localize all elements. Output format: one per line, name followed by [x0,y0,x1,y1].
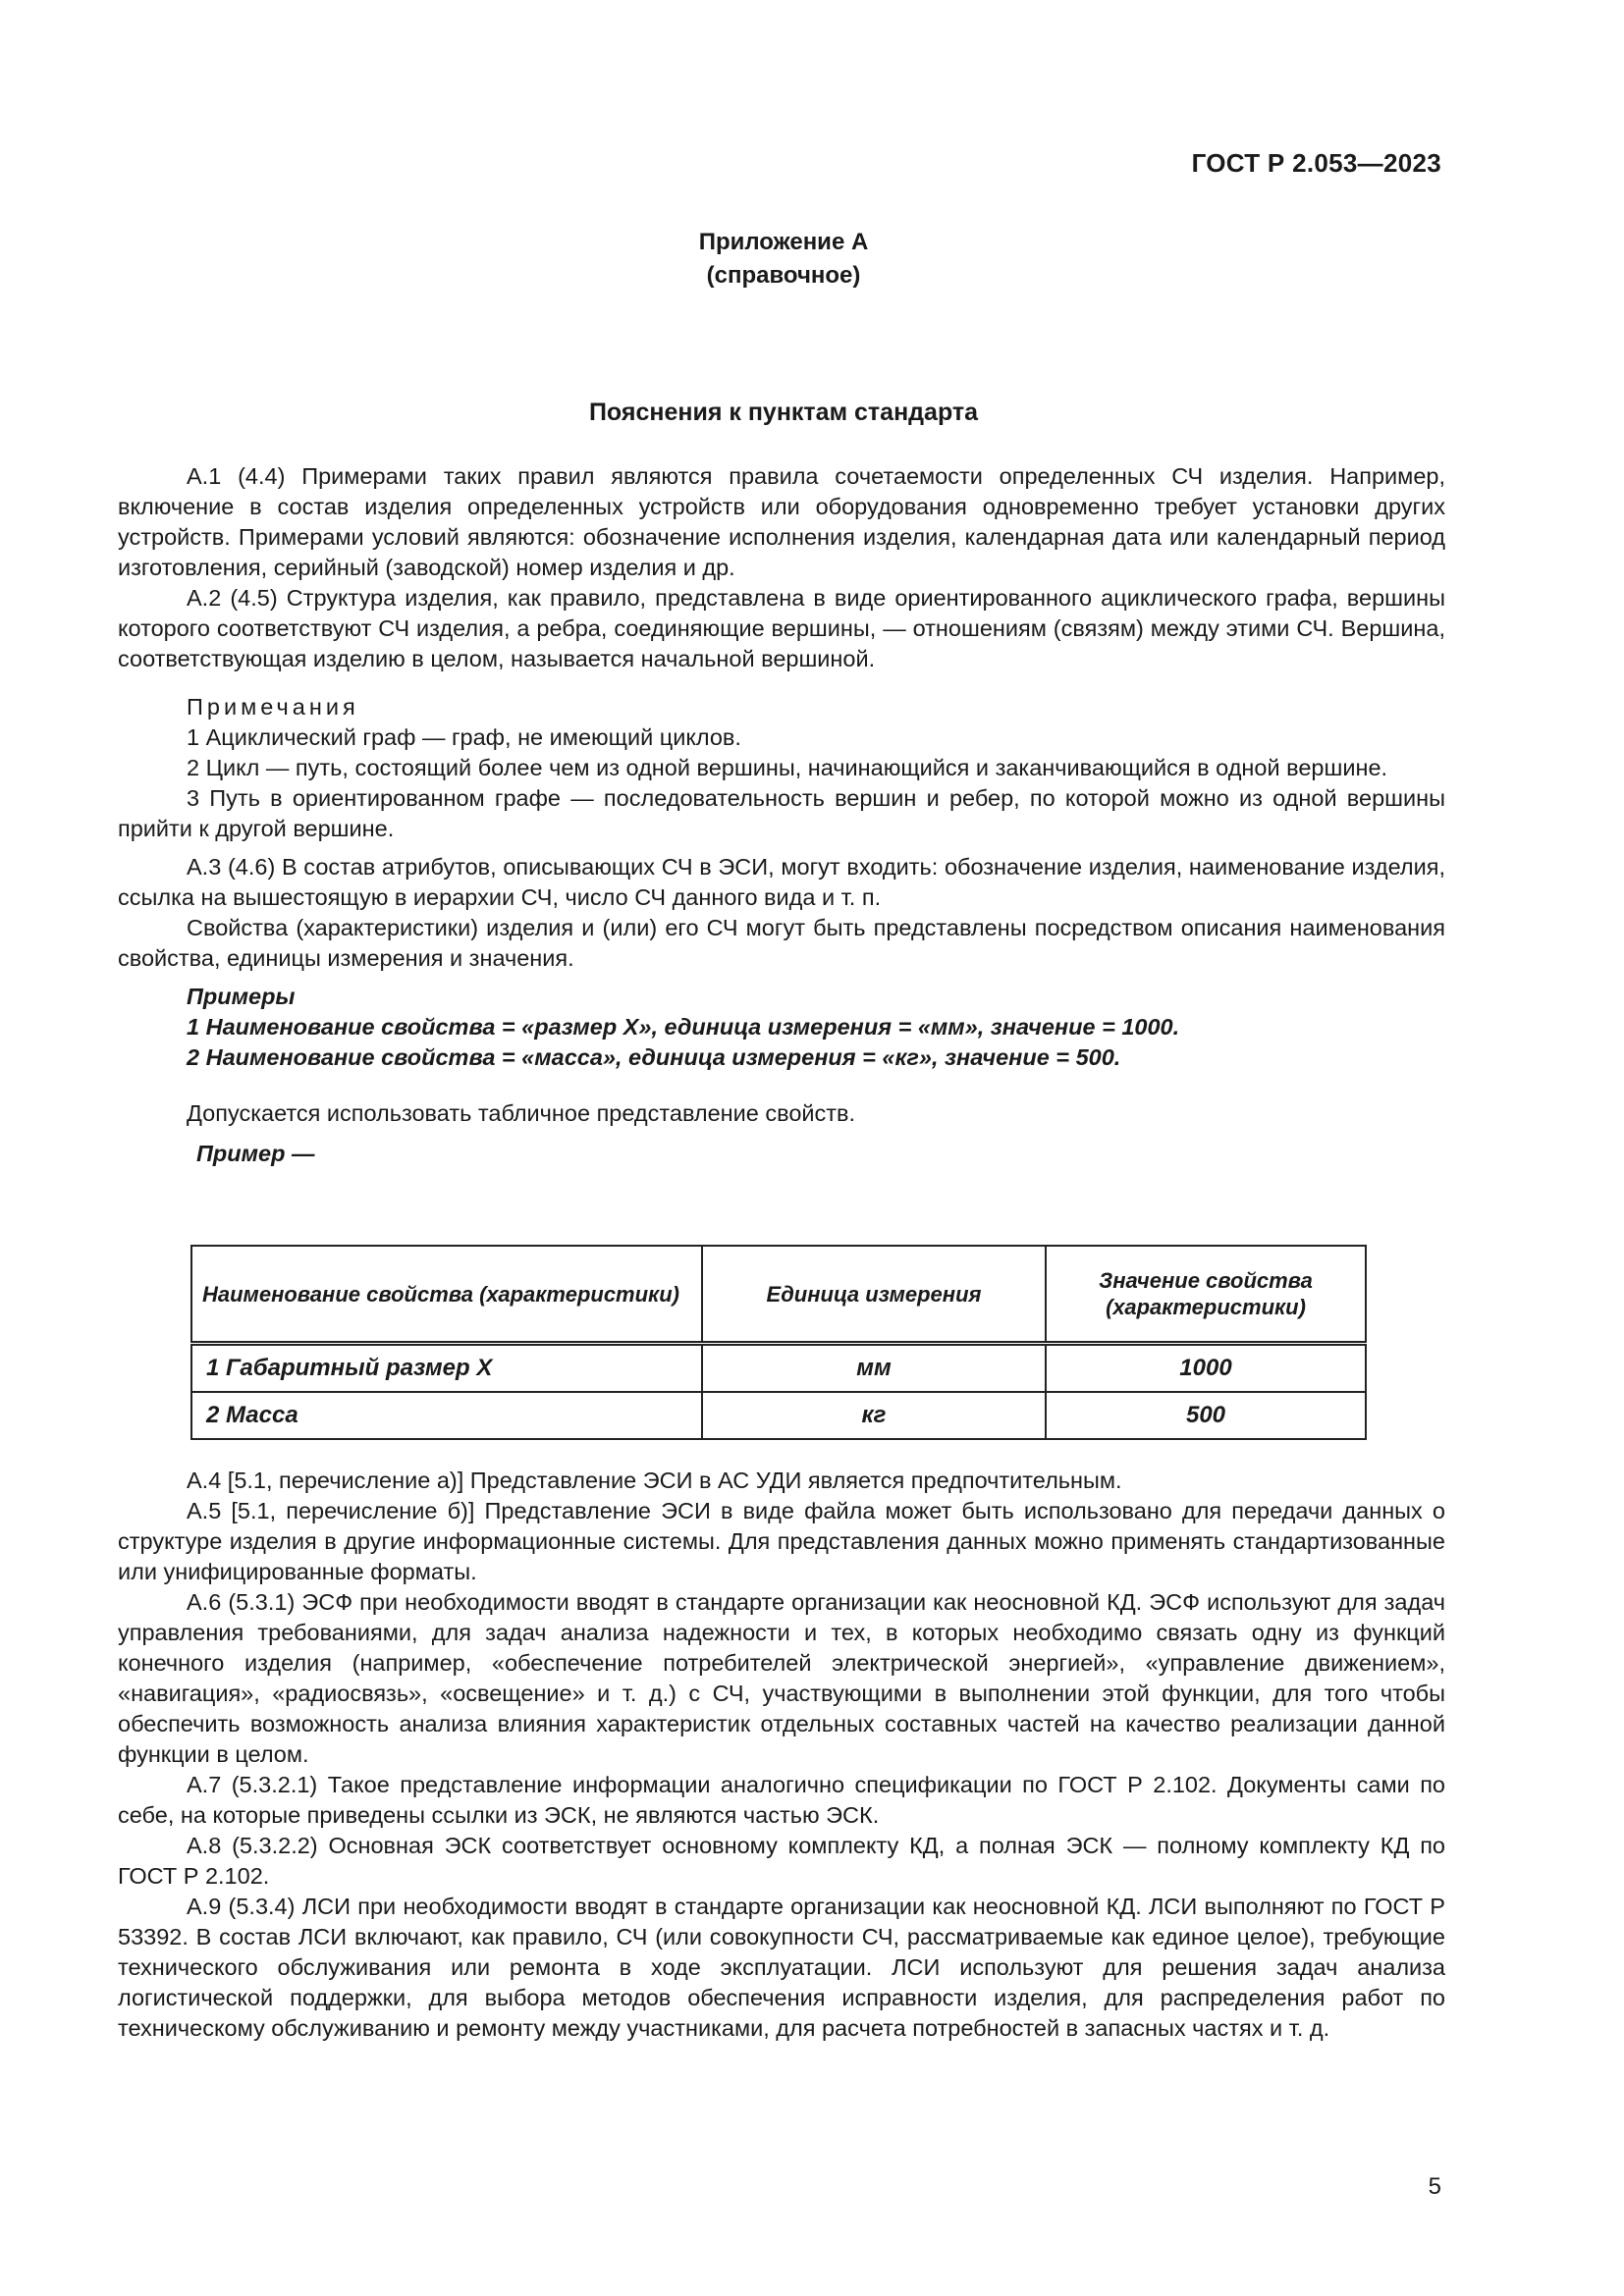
note-item: 2 Цикл — путь, состоящий более чем из одной вершины, начинающийся и заканчивающийся в одной вершине. [187,755,1388,780]
properties-table [190,1245,1367,1440]
body-lower [118,1466,1445,2044]
header-unit: Единица измерения [702,1246,1046,1344]
paragraph-a3: А.3 (4.6) В состав атрибутов, описывающих СЧ в ЭСИ, могут входить: обозначение изделия, наименование изделия, ссылка на вышестоящую в иерархии СЧ, число СЧ данного вида и т. п. [118,854,1445,910]
example-item: 1 Наименование свойства = «размер X», единица измерения = «мм», значение = 1000. [187,1014,1180,1040]
table-row [191,1344,1366,1393]
cell-value: 1000 [1046,1344,1366,1393]
page-number: 5 [1428,2173,1441,2200]
paragraph-a5: А.5 [5.1, перечисление б)] Представление ЭСИ в виде файла может быть использовано для передачи данных о структуре изделия в другие информационные системы. Для представления данных можно применять стандартизованные или унифицированные форматы. [118,1498,1445,1584]
cell-value: 500 [1046,1392,1366,1439]
example-label: Пример — [196,1141,315,1166]
paragraph-a8: А.8 (5.3.2.2) Основная ЭСК соответствует основному комплекту КД, а полная ЭСК — полному комплекту КД по ГОСТ Р 2.102. [118,1833,1445,1889]
header-property-name: Наименование свойства (характеристики) [191,1246,702,1344]
paragraph-a9: А.9 (5.3.4) ЛСИ при необходимости вводят в стандарте организации как неосновной КД. ЛСИ выполняют по ГОСТ Р 53392. В состав ЛСИ включают, как правило, СЧ (или совокупности СЧ, рассматриваемые как единое целое), требующие технического обслуживания или ремонта в ходе эксплуатации. ЛСИ используют для решения задач анализа логистической поддержки, для выбора методов обеспечения исправности изделия, для распределения работ по техническому обслуживанию и ремонту между участниками, для расчета потребностей в запасных частях и т. д. [118,1894,1445,2041]
document-code: ГОСТ Р 2.053—2023 [1191,148,1441,178]
examples-block [118,982,1445,1073]
annex-subtitle: (справочное) [706,262,861,289]
paragraph-a6: А.6 (5.3.1) ЭСФ при необходимости вводят в стандарте организации как неосновной КД. ЭСФ используют для задач управления требованиями, для задач анализа надежности и тех, в которых необходимо связать одну из функций конечного изделия (например, «обеспечение потребителей электрической энергией», «управление движением», «навигация», «радиосвязь», «освещение» и т. д.) с СЧ, участвующими в выполнении этой функции, для того чтобы обеспечить возможность анализа влияния характеристик отдельных составных частей на качество реализации данной функции в целом. [118,1589,1445,1767]
cell-unit: мм [702,1344,1046,1393]
cell-unit: кг [702,1392,1046,1439]
paragraph-properties: Свойства (характеристики) изделия и (или) его СЧ могут быть представлены посредством описания наименования свойства, единицы измерения и значения. [118,915,1445,971]
table-row [191,1392,1366,1439]
section-title: Пояснения к пунктам стандарта [588,399,979,426]
note-item: 1 Ациклический граф — граф, не имеющий циклов. [187,724,741,750]
paragraph-a7: А.7 (5.3.2.1) Такое представление информации аналогично спецификации по ГОСТ Р 2.102. Документы сами по себе, на которые приведены ссылки из ЭСК, не являются частью ЭСК. [118,1772,1445,1828]
note-item: 3 Путь в ориентированном графе — последовательность вершин и ребер, по которой можно из одной вершины прийти к другой вершине. [118,785,1445,841]
paragraph-a4: А.4 [5.1, перечисление а)] Представление ЭСИ в АС УДИ является предпочтительным. [187,1468,1122,1493]
examples-heading: Примеры [187,984,296,1009]
header-value: Значение свойства (характеристики) [1046,1246,1366,1344]
paragraph-a1: А.1 (4.4) Примерами таких правил являются правила сочетаемости определенных СЧ изделия. Например, включение в состав изделия определенных устройств или оборудования одновременно требует установки других устройств. Примерами условий являются: обозначение исполнения изделия, календарная дата или календарный период изготовления, серийный (заводской) номер изделия и др. [118,463,1445,580]
cell-property-name: 1 Габаритный размер X [191,1344,702,1393]
annex-heading [0,226,1567,293]
notes-heading: Примечания [187,694,359,720]
paragraph-a2: А.2 (4.5) Структура изделия, как правило, представлена в виде ориентированного ациклического графа, вершины которого соответствуют СЧ изделия, а ребра, соединяющие вершины, — отношениям (связям) между этими СЧ. Вершина, соответствующая изделию в целом, называется начальной вершиной. [118,585,1445,671]
table-header-row [191,1246,1366,1344]
annex-title: Приложение А [698,229,869,255]
example-item: 2 Наименование свойства = «масса», единица измерения = «кг», значение = 500. [187,1044,1121,1070]
table-intro: Допускается использовать табличное представление свойств. [187,1100,856,1126]
cell-property-name: 2 Масса [191,1392,702,1439]
body-upper [118,461,1445,1169]
